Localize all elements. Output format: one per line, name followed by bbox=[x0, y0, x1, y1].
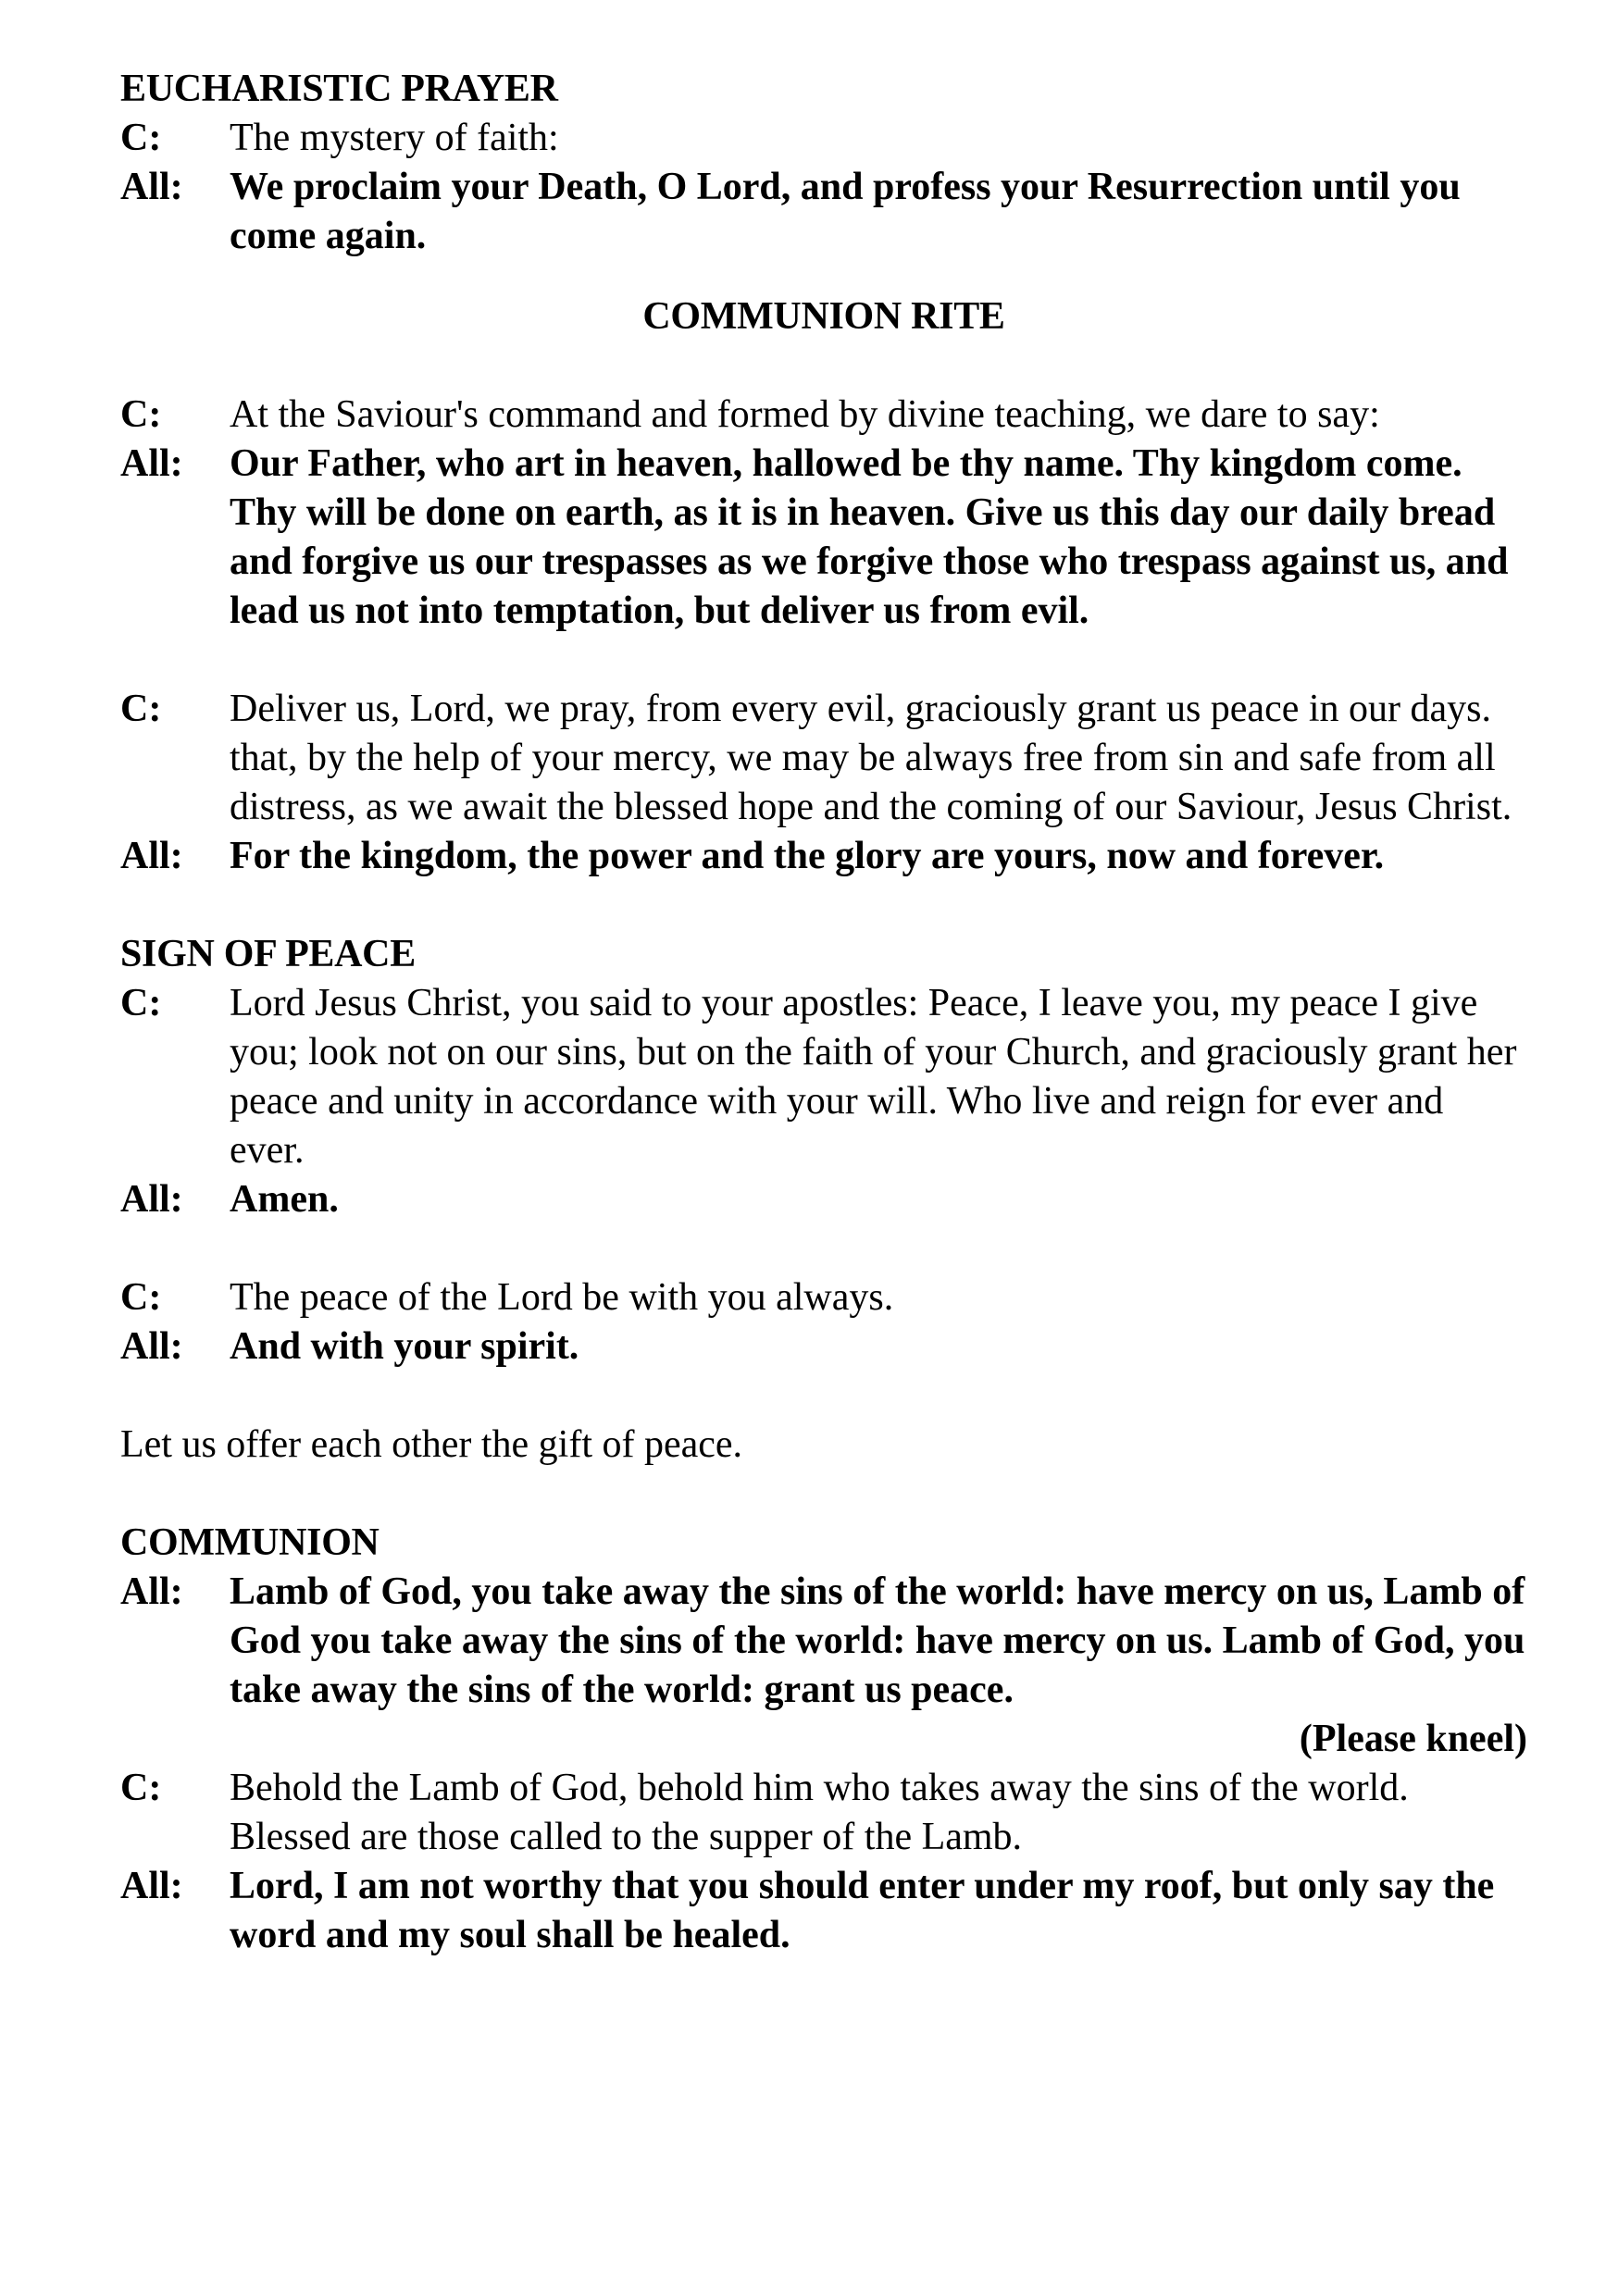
congregation-label: All: bbox=[120, 166, 183, 208]
congregation-label: All: bbox=[120, 1325, 183, 1368]
communion-heading: COMMUNION bbox=[120, 1521, 380, 1564]
celebrant-label: C: bbox=[120, 982, 162, 1024]
congregation-text: Our Father, who art in heaven, hallowed be thy name. Thy kingdom come. Thy will be done on earth, as it is in heaven. Give us this day our daily bread and forgive us our trespasses as we forgive those who trespass against us, and lead us not into temptation, but deliver us from evil. bbox=[230, 442, 1509, 632]
congregation-line bbox=[120, 1322, 1527, 1371]
celebrant-text: Deliver us, Lord, we pray, from every evil, graciously grant us peace in our days. that, by the help of your mercy, we may be always free from sin and safe from all distress, as we await the blessed hope and the coming of our Saviour, Jesus Christ. bbox=[230, 688, 1512, 828]
congregation-line bbox=[120, 440, 1527, 636]
congregation-line bbox=[120, 1568, 1527, 1715]
celebrant-line bbox=[120, 1273, 1527, 1322]
congregation-label: All: bbox=[120, 835, 183, 877]
congregation-text: And with your spirit. bbox=[230, 1325, 579, 1368]
eucharistic-prayer-heading: EUCHARISTIC PRAYER bbox=[120, 68, 558, 110]
celebrant-text: The peace of the Lord be with you always. bbox=[230, 1276, 894, 1319]
celebrant-line bbox=[120, 114, 1527, 163]
eucharistic-prayer-section bbox=[120, 65, 1527, 261]
celebrant-label: C: bbox=[120, 1276, 162, 1319]
celebrant-text: Behold the Lamb of God, behold him who takes away the sins of the world. Blessed are those called to the supper of the Lamb. bbox=[230, 1767, 1409, 1858]
congregation-line bbox=[120, 1862, 1527, 1960]
congregation-label: All: bbox=[120, 1570, 183, 1613]
sign-of-peace-section bbox=[120, 930, 1527, 1470]
congregation-label: All: bbox=[120, 1178, 183, 1221]
celebrant-line bbox=[120, 979, 1527, 1175]
celebrant-label: C: bbox=[120, 688, 162, 730]
congregation-line bbox=[120, 163, 1527, 261]
congregation-text: Amen. bbox=[230, 1178, 339, 1221]
celebrant-line bbox=[120, 685, 1527, 832]
communion-section bbox=[120, 1519, 1527, 1960]
congregation-label: All: bbox=[120, 1865, 183, 1907]
peace-instruction: Let us offer each other the gift of peace. bbox=[120, 1423, 743, 1466]
communion-rite-heading: COMMUNION RITE bbox=[642, 295, 1005, 338]
celebrant-text: Lord Jesus Christ, you said to your apostles: Peace, I leave you, my peace I give you; look not on our sins, but on the faith of your Church, and graciously grant her peace and unity in accordance with your will. Who live and reign for ever and ever. bbox=[230, 982, 1517, 1172]
celebrant-text: The mystery of faith: bbox=[230, 117, 559, 159]
communion-rite-section bbox=[120, 292, 1527, 881]
celebrant-label: C: bbox=[120, 1767, 162, 1809]
congregation-line bbox=[120, 832, 1527, 881]
sign-of-peace-heading: SIGN OF PEACE bbox=[120, 933, 416, 975]
congregation-text: Lamb of God, you take away the sins of the world: have mercy on us, Lamb of God you take away the sins of the world: have mercy on us. Lamb of God, you take away the sins of the world: grant us peace. bbox=[230, 1570, 1525, 1711]
celebrant-text: At the Saviour's command and formed by divine teaching, we dare to say: bbox=[230, 393, 1380, 436]
celebrant-label: C: bbox=[120, 393, 162, 436]
celebrant-label: C: bbox=[120, 117, 162, 159]
congregation-text: For the kingdom, the power and the glory are yours, now and forever. bbox=[230, 835, 1385, 877]
document-page bbox=[120, 65, 1527, 1960]
celebrant-line bbox=[120, 391, 1527, 440]
kneel-rubric: (Please kneel) bbox=[1299, 1718, 1527, 1760]
celebrant-line bbox=[120, 1764, 1527, 1862]
congregation-text: We proclaim your Death, O Lord, and profess your Resurrection until you come again. bbox=[230, 166, 1461, 257]
congregation-label: All: bbox=[120, 442, 183, 485]
congregation-text: Lord, I am not worthy that you should enter under my roof, but only say the word and my soul shall be healed. bbox=[230, 1865, 1495, 1956]
congregation-line bbox=[120, 1175, 1527, 1224]
